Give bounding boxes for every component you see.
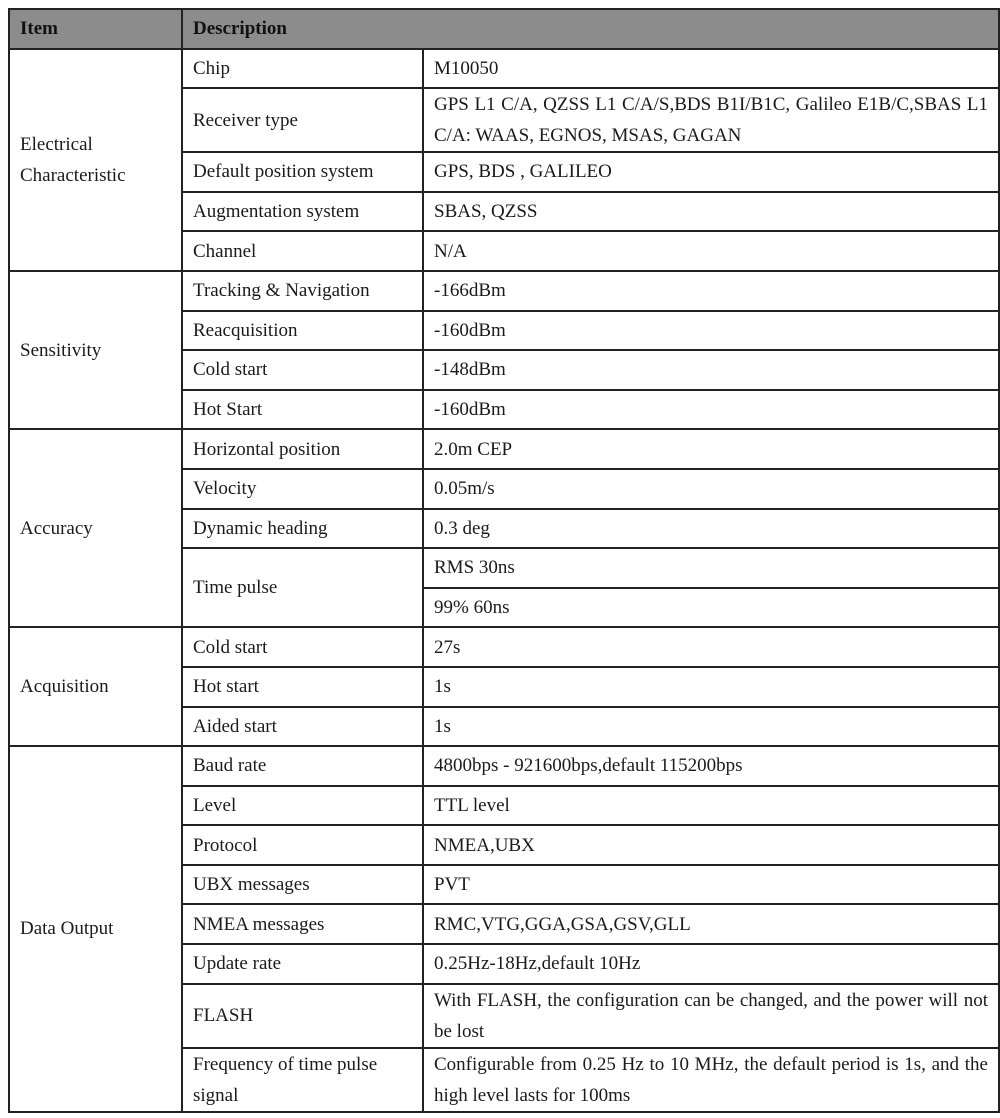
- row-value: NMEA,UBX: [423, 825, 999, 865]
- row-label: Chip: [182, 49, 423, 89]
- row-label: Channel: [182, 231, 423, 271]
- row-value: -148dBm: [423, 350, 999, 390]
- table-row: [9, 271, 999, 311]
- row-label: Baud rate: [182, 746, 423, 786]
- group-label-sensitivity: Sensitivity: [9, 271, 182, 429]
- row-value: 0.3 deg: [423, 509, 999, 549]
- row-value: M10050: [423, 49, 999, 89]
- row-label: Velocity: [182, 469, 423, 509]
- row-value: 1s: [423, 667, 999, 707]
- row-label: Reacquisition: [182, 311, 423, 351]
- table-row: [9, 627, 999, 667]
- row-label: Cold start: [182, 627, 423, 667]
- row-label: Default position system: [182, 152, 423, 192]
- row-label: Hot start: [182, 667, 423, 707]
- table-row: [9, 429, 999, 469]
- header-item: Item: [9, 9, 182, 49]
- row-value: 0.05m/s: [423, 469, 999, 509]
- row-label: Horizontal position: [182, 429, 423, 469]
- row-label: Hot Start: [182, 390, 423, 430]
- row-value: Configurable from 0.25 Hz to 10 MHz, the default period is 1s, and the high level lasts for 100ms: [423, 1048, 999, 1112]
- row-label: Receiver type: [182, 88, 423, 152]
- row-value: 2.0m CEP: [423, 429, 999, 469]
- row-value: GPS, BDS , GALILEO: [423, 152, 999, 192]
- spec-table: [8, 8, 1000, 1113]
- row-label: Level: [182, 786, 423, 826]
- header-row: [9, 9, 999, 49]
- row-value: 4800bps - 921600bps,default 115200bps: [423, 746, 999, 786]
- row-value: PVT: [423, 865, 999, 905]
- row-label: Frequency of time pulse signal: [182, 1048, 423, 1112]
- row-value: GPS L1 C/A, QZSS L1 C/A/S,BDS B1I/B1C, Galileo E1B/C,SBAS L1 C/A: WAAS, EGNOS, MSAS, GAGAN: [423, 88, 999, 152]
- row-label: Augmentation system: [182, 192, 423, 232]
- row-value: With FLASH, the configuration can be changed, and the power will not be lost: [423, 984, 999, 1048]
- row-value: SBAS, QZSS: [423, 192, 999, 232]
- row-label: Cold start: [182, 350, 423, 390]
- row-label: UBX messages: [182, 865, 423, 905]
- row-label: Aided start: [182, 707, 423, 747]
- group-label-acquisition: Acquisition: [9, 627, 182, 746]
- row-label: Tracking & Navigation: [182, 271, 423, 311]
- row-label: NMEA messages: [182, 904, 423, 944]
- row-label: Time pulse: [182, 548, 423, 627]
- table-row: [9, 49, 999, 89]
- row-value: 1s: [423, 707, 999, 747]
- row-label: Dynamic heading: [182, 509, 423, 549]
- group-label-data-output: Data Output: [9, 746, 182, 1112]
- row-value: RMC,VTG,GGA,GSA,GSV,GLL: [423, 904, 999, 944]
- row-value: -160dBm: [423, 311, 999, 351]
- row-label: Update rate: [182, 944, 423, 984]
- header-description: Description: [182, 9, 999, 49]
- row-value: -166dBm: [423, 271, 999, 311]
- row-value: 27s: [423, 627, 999, 667]
- group-label-accuracy: Accuracy: [9, 429, 182, 627]
- table-row: [9, 746, 999, 786]
- row-value: -160dBm: [423, 390, 999, 430]
- row-label: Protocol: [182, 825, 423, 865]
- row-value: 0.25Hz-18Hz,default 10Hz: [423, 944, 999, 984]
- group-label-electrical: Electrical Characteristic: [9, 49, 182, 271]
- row-value: N/A: [423, 231, 999, 271]
- row-label: FLASH: [182, 984, 423, 1048]
- row-value: RMS 30ns: [423, 548, 999, 588]
- row-value: TTL level: [423, 786, 999, 826]
- row-value: 99% 60ns: [423, 588, 999, 628]
